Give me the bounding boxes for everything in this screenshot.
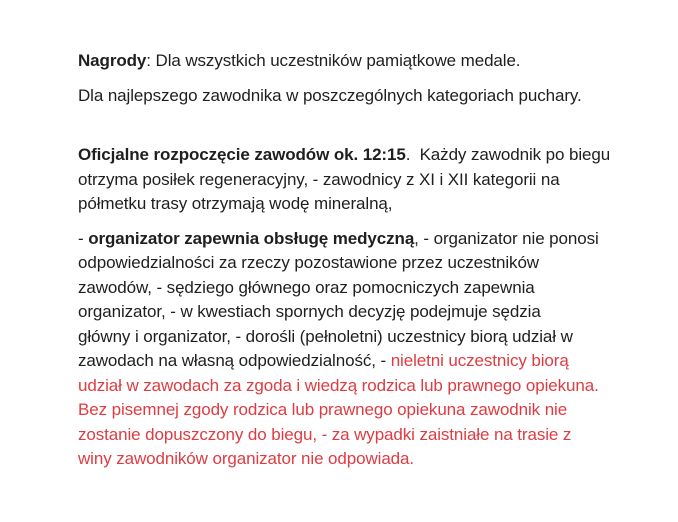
text-run: odpowiedzialności za rzeczy pozostawione przez uczestników (78, 253, 539, 272)
text-run: - (78, 228, 89, 248)
text-line (78, 325, 638, 350)
text-line (78, 192, 638, 217)
text-run: organizator, - w kwestiach spornych decyzję podejmuje sędzia (78, 302, 541, 321)
text-run: półmetku trasy otrzymają wodę mineralną, (78, 194, 393, 213)
text-run: : Dla wszystkich uczestników pamiątkowe medale. (146, 51, 521, 70)
text-line (78, 84, 638, 109)
text-line (78, 251, 638, 276)
text-run: nieletni uczestnicy biorą (390, 351, 569, 370)
text-run: Oficjalne rozpoczęcie zawodów ok. 12:15 (78, 145, 406, 164)
text-run: , - organizator nie ponosi (414, 228, 599, 248)
text-line (78, 143, 638, 168)
text-line (78, 168, 638, 193)
text-line (78, 276, 638, 301)
paragraph-rules (78, 227, 638, 472)
text-line (78, 300, 638, 325)
text-run: otrzyma posiłek regeneracyjny, - zawodnicy z XI i XII kategorii na (78, 169, 560, 189)
paragraph-start-info (78, 143, 638, 217)
text-line (78, 349, 638, 374)
paragraph-cups (78, 84, 638, 109)
text-line (78, 423, 638, 448)
document-page (78, 49, 638, 472)
text-run: . Każdy zawodnik po biegu (405, 145, 611, 164)
text-run: główny i organizator, - dorośli (pełnoletni) uczestnicy biorą udział w (78, 326, 573, 346)
text-run: Bez pisemnej zgody rodzica lub prawnego opiekuna zawodnik nie (78, 400, 568, 419)
text-run: winy zawodników organizator nie odpowiada. (78, 449, 414, 468)
text-line (78, 447, 638, 472)
paragraph-prizes (78, 49, 638, 74)
text-run: zostanie dopuszczony do biegu, - za wypadki zaistniałe na trasie z (78, 424, 572, 444)
text-line (78, 374, 638, 399)
text-run: Dla najlepszego zawodnika w poszczególnych kategoriach puchary. (78, 85, 582, 105)
text-run: Nagrody (78, 51, 147, 70)
text-line (78, 227, 638, 252)
text-line (78, 398, 638, 423)
text-run: zawodów, - sędziego głównego oraz pomocniczych zapewnia (78, 277, 535, 297)
text-run: udział w zawodach za zgoda i wiedzą rodzica lub prawnego opiekuna. (78, 375, 599, 395)
text-run: zawodach na własną odpowiedzialność, - (78, 351, 391, 370)
text-line (78, 49, 638, 74)
text-run: organizator zapewnia obsługę medyczną (88, 228, 415, 248)
